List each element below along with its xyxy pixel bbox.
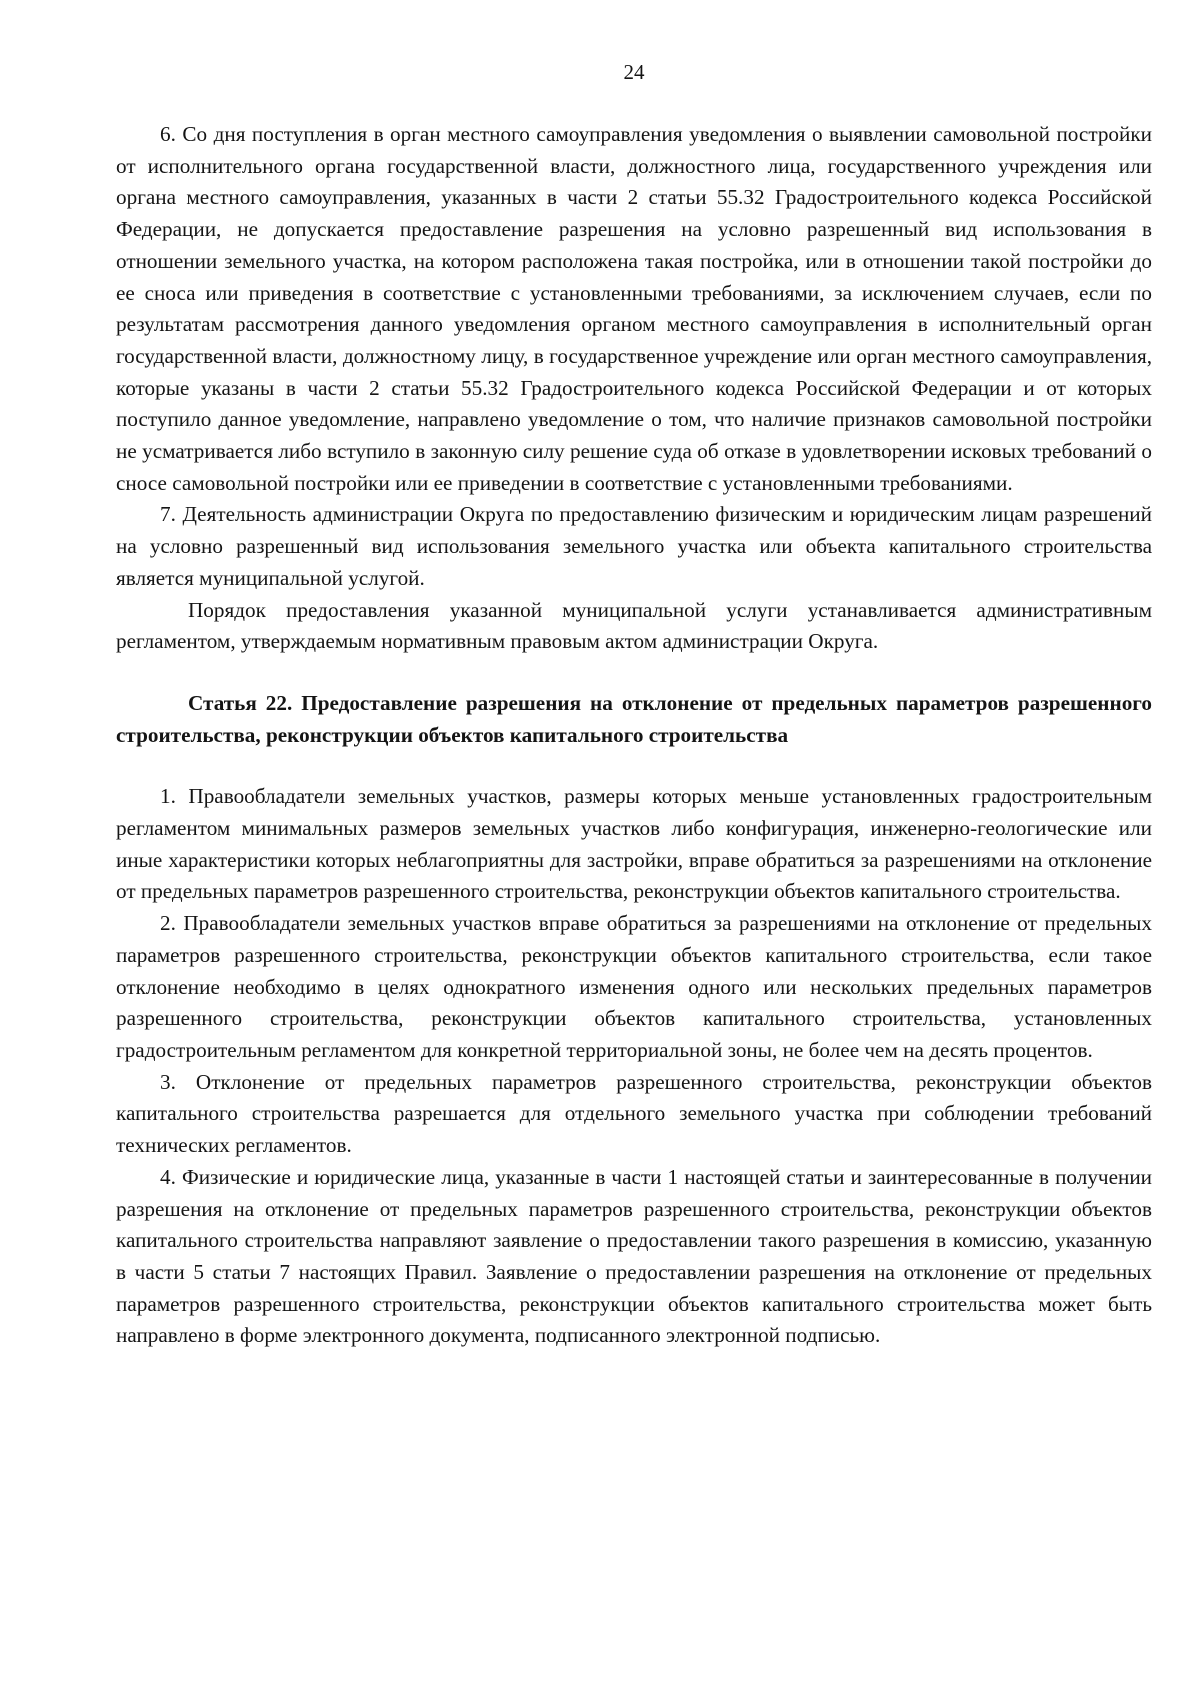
paragraph-7: 7. Деятельность администрации Округа по предоставлению физическим и юридическим лицам разрешений на условно разрешенный вид использования земельного участка или объекта капитального строительства является муниципальной услугой.	[116, 502, 1152, 590]
document-body	[116, 119, 1152, 1352]
article-22-paragraph-1: 1. Правообладатели земельных участков, размеры которых меньше установленных градостроительным регламентом минимальных размеров земельных участков либо конфигурация, инженерно-геологические или иные характеристики которых неблагоприятны для застройки, вправе обратиться за разрешениями на отклонение от предельных параметров разрешенного строительства, реконструкции объектов капитального строительства.	[116, 784, 1152, 904]
paragraph-6: 6. Со дня поступления в орган местного самоуправления уведомления о выявлении самовольной постройки от исполнительного органа государственной власти, должностного лица, государственного учреждения или органа местного самоуправления, указанных в части 2 статьи 55.32 Градостроительного кодекса Российской Федерации, не допускается предоставление разрешения на условно разрешенный вид использования в отношении земельного участка, на котором расположена такая постройка, или в отношении такой постройки до ее сноса или приведения в соответствие с установленными требованиями, за исключением случаев, если по результатам рассмотрения данного уведомления органом местного самоуправления в исполнительный орган государственной власти, должностному лицу, в государственное учреждение или орган местного самоуправления, которые указаны в части 2 статьи 55.32 Градостроительного кодекса Российской Федерации и от которых поступило данное уведомление, направлено уведомление о том, что наличие признаков самовольной постройки не усматривается либо вступило в законную силу решение суда об отказе в удовлетворении исковых требований о сносе самовольной постройки или ее приведении в соответствие с установленными требованиями.	[116, 122, 1152, 495]
article-22-heading: Статья 22. Предоставление разрешения на отклонение от предельных параметров разрешенного строительства, реконструкции объектов капитального строительства	[116, 690, 1152, 747]
page-number: 24	[623, 60, 645, 84]
document-page	[116, 0, 1152, 1697]
article-22-paragraph-2: 2. Правообладатели земельных участков вправе обратиться за разрешениями на отклонение от предельных параметров разрешенного строительства, реконструкции объектов капитального строительства, если такое отклонение необходимо в целях однократного изменения одного или нескольких предельных параметров разрешенного строительства, реконструкции объектов капитального строительства, установленных градостроительным регламентом для конкретной территориальной зоны, не более чем на десять процентов.	[116, 911, 1152, 1062]
article-22-paragraph-3: 3. Отклонение от предельных параметров разрешенного строительства, реконструкции объектов капитального строительства разрешается для отдельного земельного участка при соблюдении требований технических регламентов.	[116, 1069, 1152, 1158]
article-22-paragraph-4: 4. Физические и юридические лица, указанные в части 1 настоящей статьи и заинтересованные в получении разрешения на отклонение от предельных параметров разрешенного строительства, реконструкции объектов капитального строительства направляют заявление о предоставлении такого разрешения в комиссию, указанную в части 5 статьи 7 настоящих Правил. Заявление о предоставлении разрешения на отклонение от предельных параметров разрешенного строительства, реконструкции объектов капитального строительства может быть направлено в форме электронного документа, подписанного электронной подписью.	[116, 1164, 1152, 1348]
paragraph-procedure: Порядок предоставления указанной муниципальной услуги устанавливается административным регламентом, утверждаемым нормативным правовым актом администрации Округа.	[116, 597, 1152, 654]
